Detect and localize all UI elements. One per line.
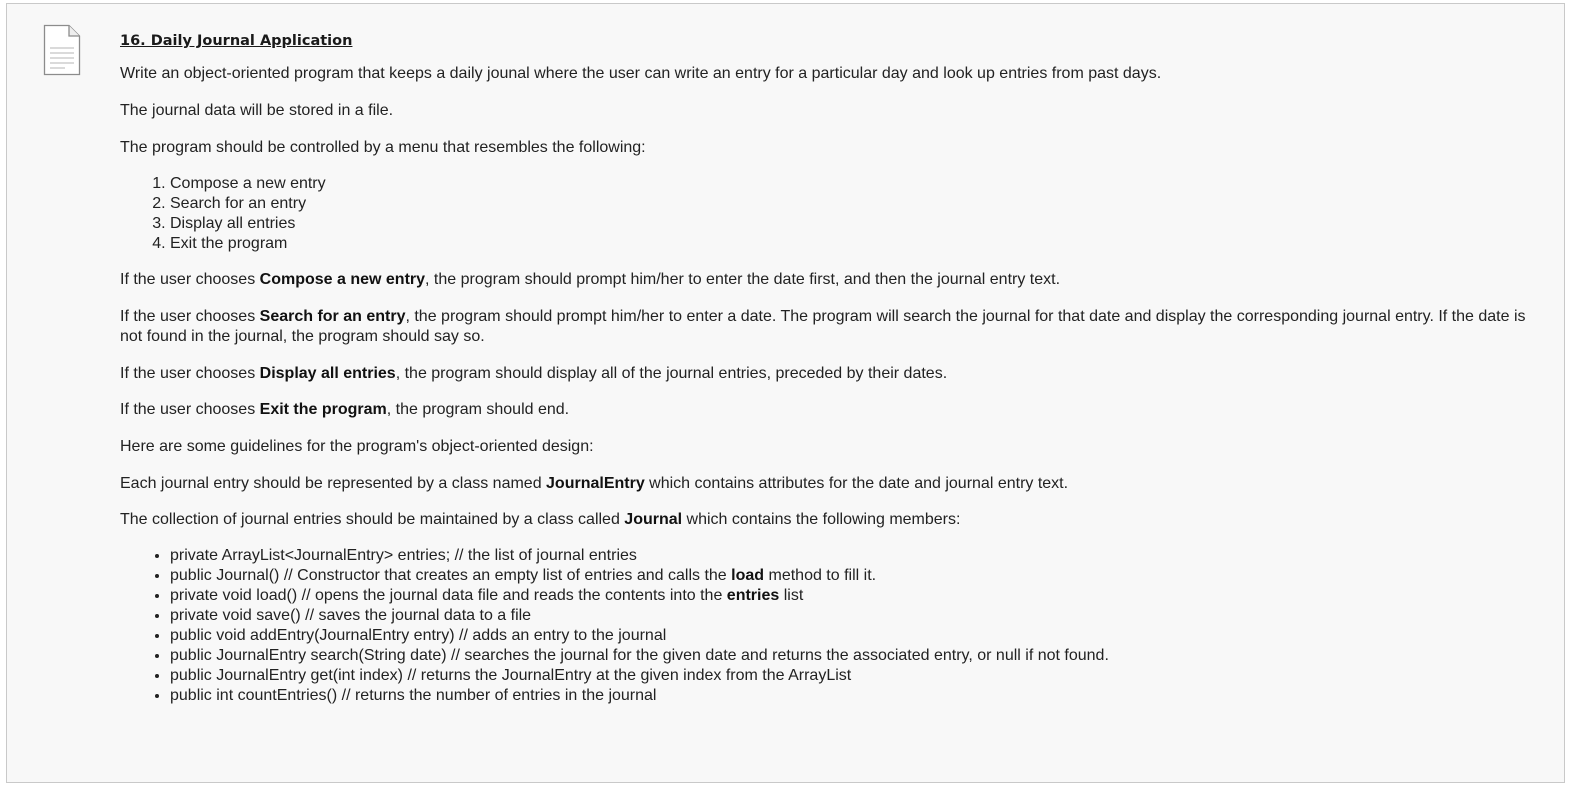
member-item bbox=[170, 586, 1540, 606]
exit-option-name: Exit the program bbox=[259, 401, 387, 418]
display-paragraph bbox=[120, 364, 1540, 384]
search-text-pre: If the user chooses bbox=[120, 308, 260, 325]
journal-class-text-pre: The collection of journal entries should be maintained by a class called bbox=[120, 511, 625, 528]
menu-intro-paragraph: The program should be controlled by a menu that resembles the following: bbox=[120, 139, 646, 156]
menu-list bbox=[120, 174, 1540, 254]
journal-class-text-post: which contains the following members: bbox=[682, 511, 961, 528]
member-item: • public int countEntries() // returns the number of entries in the journal bbox=[170, 686, 1540, 706]
display-text-post: , the program should display all of the journal entries, preceded by their dates. bbox=[395, 365, 948, 382]
member-text-post: list bbox=[779, 587, 804, 604]
entry-class-paragraph bbox=[120, 474, 1540, 494]
assignment-content bbox=[120, 28, 1540, 706]
journal-class-name: Journal bbox=[624, 511, 683, 528]
compose-text-pre: If the user chooses bbox=[120, 271, 260, 288]
content-frame bbox=[6, 3, 1565, 783]
member-keyword: load bbox=[731, 567, 765, 584]
compose-option-name: Compose a new entry bbox=[259, 271, 426, 288]
entry-class-text-pre: Each journal entry should be represented by a class named bbox=[120, 475, 547, 492]
members-list bbox=[120, 546, 1540, 706]
member-text-pre: private void load() // opens the journal data file and reads the contents into the bbox=[170, 587, 727, 604]
member-item: • public JournalEntry search(String date) // searches the journal for the given date and returns the associated entry, or null if not found. bbox=[170, 646, 1540, 666]
member-item bbox=[170, 566, 1540, 586]
member-item: • private void save() // saves the journal data to a file bbox=[170, 606, 1540, 626]
storage-paragraph: The journal data will be stored in a file. bbox=[120, 102, 394, 119]
search-paragraph bbox=[120, 307, 1540, 347]
exit-paragraph bbox=[120, 400, 1540, 420]
menu-list-item: 1. Compose a new entry bbox=[170, 174, 1540, 194]
document-icon[interactable] bbox=[43, 24, 81, 76]
member-text-pre: public Journal() // Constructor that creates an empty list of entries and calls the bbox=[170, 567, 732, 584]
member-text-post: method to fill it. bbox=[764, 567, 877, 584]
member-keyword: entries bbox=[726, 587, 780, 604]
display-text-pre: If the user chooses bbox=[120, 365, 260, 382]
guidelines-paragraph: Here are some guidelines for the program's object-oriented design: bbox=[120, 438, 594, 455]
search-option-name: Search for an entry bbox=[259, 308, 406, 325]
search-text-post: , the program should prompt him/her to enter a date. The program will search the journal for that date and display the corresponding journal entry. If the date is not found in the journal, the program should say so. bbox=[120, 308, 1526, 345]
exit-text-pre: If the user chooses bbox=[120, 401, 260, 418]
menu-list-item: 2. Search for an entry bbox=[170, 194, 1540, 214]
display-option-name: Display all entries bbox=[259, 365, 396, 382]
assignment-title: 16. Daily Journal Application bbox=[120, 33, 353, 49]
entry-class-name: JournalEntry bbox=[546, 475, 645, 492]
journal-class-paragraph bbox=[120, 510, 1540, 530]
intro-paragraph: Write an object-oriented program that keeps a daily jounal where the user can write an entry for a particular day and look up entries from past days. bbox=[120, 65, 1162, 82]
exit-text-post: , the program should end. bbox=[386, 401, 570, 418]
compose-text-post: , the program should prompt him/her to enter the date first, and then the journal entry text. bbox=[425, 271, 1061, 288]
entry-class-text-post: which contains attributes for the date and journal entry text. bbox=[644, 475, 1069, 492]
member-item: • public JournalEntry get(int index) // returns the JournalEntry at the given index from the ArrayList bbox=[170, 666, 1540, 686]
member-item: • public void addEntry(JournalEntry entry) // adds an entry to the journal bbox=[170, 626, 1540, 646]
compose-paragraph bbox=[120, 270, 1540, 290]
member-item: • private ArrayList<JournalEntry> entries; // the list of journal entries bbox=[170, 546, 1540, 566]
menu-list-item: 4. Exit the program bbox=[170, 234, 1540, 254]
menu-list-item: 3. Display all entries bbox=[170, 214, 1540, 234]
